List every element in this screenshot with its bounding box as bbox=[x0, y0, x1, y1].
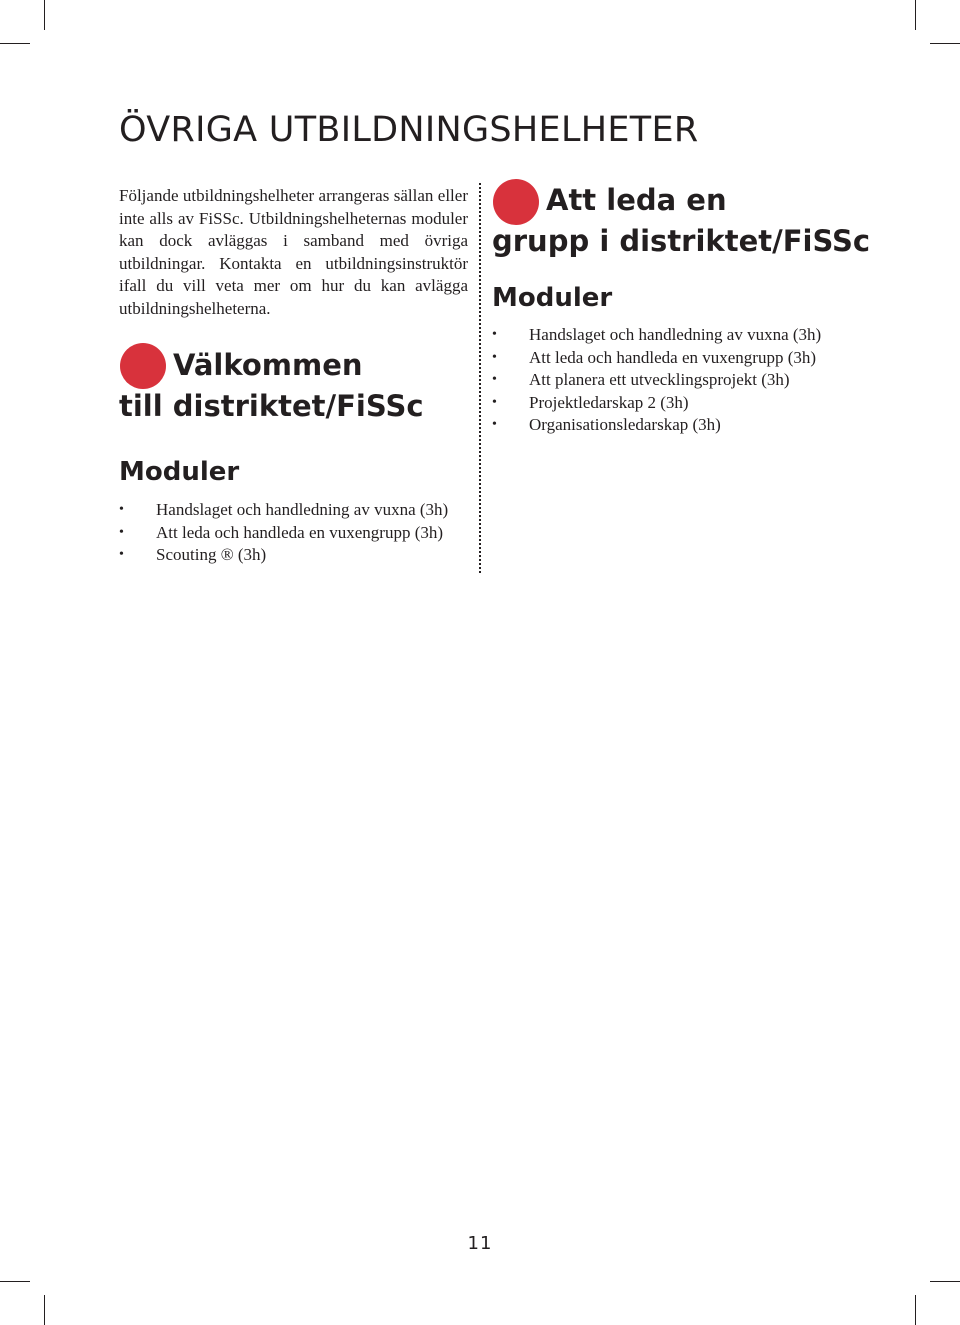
list-item: • Organisationsledarskap (3h) bbox=[492, 414, 821, 437]
list-item: • Scouting ® (3h) bbox=[119, 544, 448, 567]
list-item: • Projektledarskap 2 (3h) bbox=[492, 392, 821, 415]
modules-list-att-leda bbox=[492, 324, 821, 437]
section-title-att-leda bbox=[492, 180, 870, 262]
list-item: • Handslaget och handledning av vuxna (3h) bbox=[119, 499, 448, 522]
page-number: 11 bbox=[467, 1233, 493, 1254]
section-title-line2: till distriktet/FiSSc bbox=[119, 389, 424, 423]
modules-list-valkommen bbox=[119, 499, 448, 567]
crop-mark bbox=[915, 0, 916, 30]
crop-mark bbox=[915, 1295, 916, 1325]
section-title-valkommen bbox=[119, 345, 424, 427]
crop-mark bbox=[44, 1295, 45, 1325]
crop-mark bbox=[0, 1281, 30, 1282]
column-divider bbox=[479, 183, 481, 573]
crop-mark bbox=[44, 0, 45, 30]
list-item: • Att leda och handleda en vuxengrupp (3h) bbox=[119, 522, 448, 545]
page-title: ÖVRIGA UTBILDNINGSHELHETER bbox=[119, 110, 699, 150]
modules-heading: Moduler bbox=[119, 457, 240, 487]
intro-paragraph: Följande utbildningshelheter arrangeras sällan eller inte alls av FiSSc. Utbildningshelheternas moduler kan dock avläggas i samband med övriga utbildningar. Kontakta en utbildningsinstruktör ifall du vill veta mer om hur du kan avlägga utbildningshelheterna. bbox=[119, 186, 468, 318]
modules-heading: Moduler bbox=[492, 283, 613, 313]
crop-mark bbox=[930, 43, 960, 44]
section-title-line2: grupp i distriktet/FiSSc bbox=[492, 224, 871, 258]
crop-mark bbox=[0, 43, 30, 44]
list-item: • Att leda och handleda en vuxengrupp (3h) bbox=[492, 347, 821, 370]
section-title-line1: Välkommen bbox=[173, 348, 363, 382]
crop-mark bbox=[930, 1281, 960, 1282]
list-item: • Handslaget och handledning av vuxna (3h) bbox=[492, 324, 821, 347]
list-item: • Att planera ett utvecklingsprojekt (3h) bbox=[492, 369, 821, 392]
section-title-line1: Att leda en bbox=[546, 183, 727, 217]
